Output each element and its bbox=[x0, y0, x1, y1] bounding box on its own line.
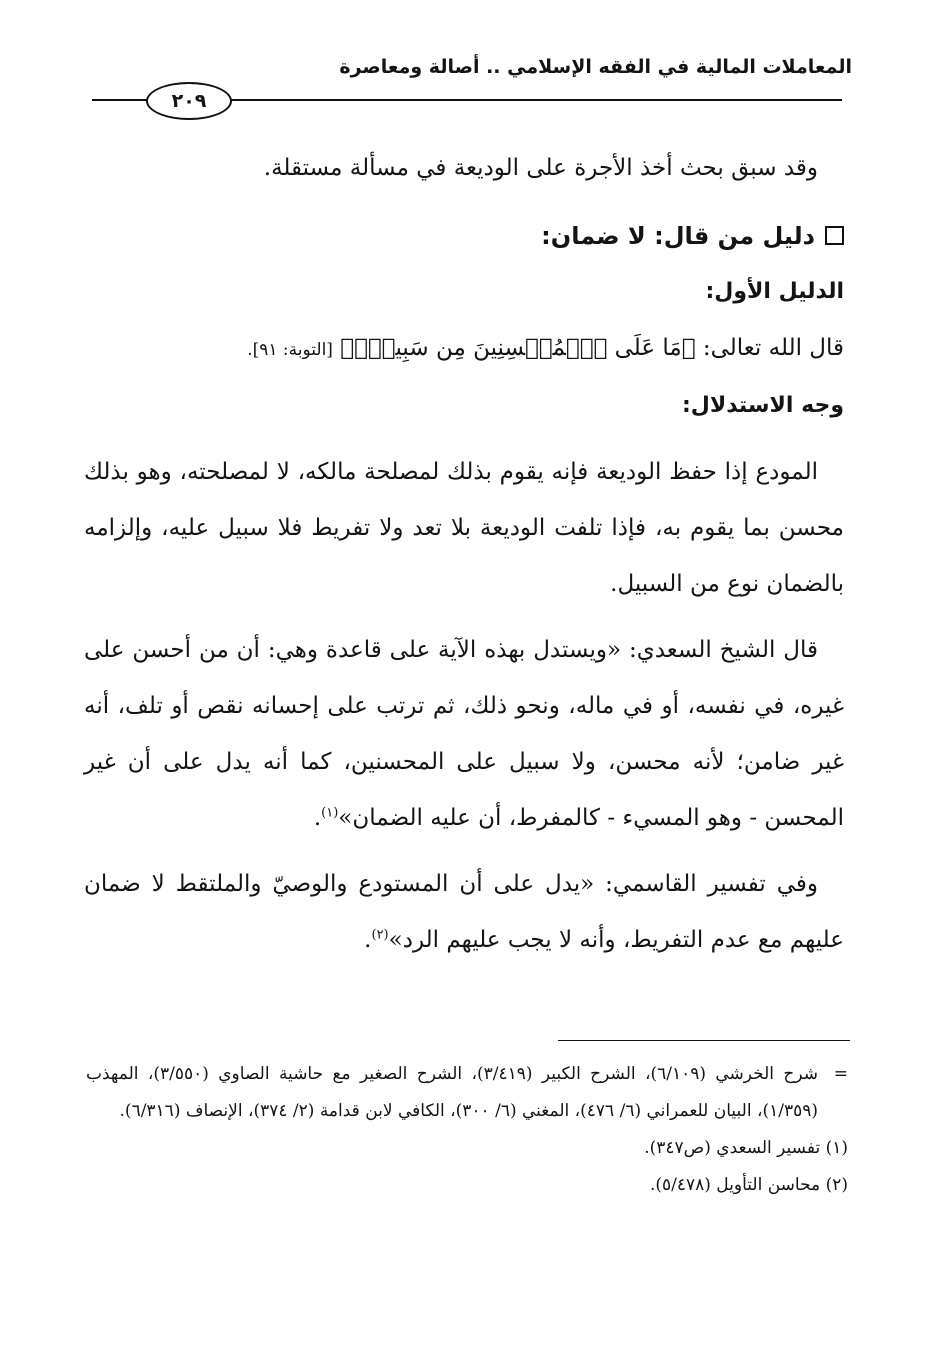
footnote-continuation bbox=[86, 1056, 848, 1130]
section-heading-text: دليل من قال: لا ضمان: bbox=[541, 222, 815, 250]
paragraph-1: المودع إذا حفظ الوديعة فإنه يقوم بذلك لمصلحة مالكه، لا لمصلحته، وهو بذلك محسن بما يقوم به، فإذا تلفت الوديعة بلا تعد ولا تفريط فلا سبيل عليه، وإلزامه بالضمان نوع من السبيل. bbox=[84, 459, 844, 597]
proof-first-heading: الدليل الأول: bbox=[705, 279, 844, 304]
paragraph-3-end: . bbox=[364, 927, 372, 953]
footnote-2-text: محاسن التأويل (٥/٤٧٨). bbox=[649, 1175, 821, 1195]
verse-text: ﴿مَا عَلَى ٱلۡمُحۡسِنِينَ مِن سَبِيلٖۚ﴾ bbox=[340, 335, 696, 361]
checkbox-square-icon bbox=[825, 226, 844, 245]
paragraph-2-end: . bbox=[313, 805, 322, 831]
footnote-ref-2[interactable]: (٢) bbox=[371, 927, 389, 943]
footnote-ref-1[interactable]: (١) bbox=[321, 805, 339, 821]
footnote-1-mark: (١) bbox=[825, 1138, 848, 1158]
footnote-1-text: تفسير السعدي (ص٣٤٧). bbox=[644, 1138, 821, 1158]
verse-prefix: قال الله تعالى: bbox=[702, 335, 844, 361]
paragraph-2 bbox=[84, 622, 844, 846]
continuation-mark: = bbox=[833, 1064, 848, 1084]
footnote-2 bbox=[86, 1167, 848, 1204]
verse-line bbox=[84, 320, 844, 378]
paragraph-3-text: وفي تفسير القاسمي: «يدل على أن المستودع والوصيّ والملتقط لا ضمان عليهم مع عدم التفريط، وأنه لا يجب عليهم الرد» bbox=[84, 871, 844, 953]
continuation-text: شرح الخرشي (٦/١٠٩)، الشرح الكبير (٣/٤١٩)، الشرح الصغير مع حاشية الصاوي (٣/٥٥٠)، المهذب (١/٣٥٩)، البيان للعمراني (٦/ ٤٧٦)، المغني (٦/ ٣٠٠)، الكافي لابن قدامة (٢/ ٣٧٤)، الإنصاف (٦/٣١٦). bbox=[86, 1064, 818, 1121]
footnotes bbox=[86, 1056, 848, 1204]
footnote-rule bbox=[558, 1040, 850, 1041]
page-number: ٢٠٩ bbox=[146, 82, 232, 120]
paragraph-3 bbox=[84, 856, 844, 968]
verse-reference: [التوبة: ٩١]. bbox=[247, 340, 333, 360]
footnote-1 bbox=[86, 1130, 848, 1167]
paragraph-2-text: قال الشيخ السعدي: «ويستدل بهذه الآية على قاعدة وهي: أن من أحسن على غيره، في نفسه، أو في ماله، ونحو ذلك، ثم ترتب على إحسانه نقص أو تلف، أنه غير ضامن؛ لأنه محسن، ولا سبيل على المحسنين، كما أنه يدل على أن غير المحسن - وهو المسيء - كالمفرط، أن عليه الضمان» bbox=[84, 637, 844, 831]
section-heading bbox=[84, 208, 844, 264]
intro-paragraph: وقد سبق بحث أخذ الأجرة على الوديعة في مسألة مستقلة. bbox=[263, 155, 818, 181]
main-text bbox=[84, 140, 844, 968]
running-header-title: المعاملات المالية في الفقه الإسلامي .. أصالة ومعاصرة bbox=[339, 56, 852, 78]
footnote-2-mark: (٢) bbox=[825, 1175, 848, 1195]
inference-heading: وجه الاستدلال: bbox=[681, 393, 844, 418]
